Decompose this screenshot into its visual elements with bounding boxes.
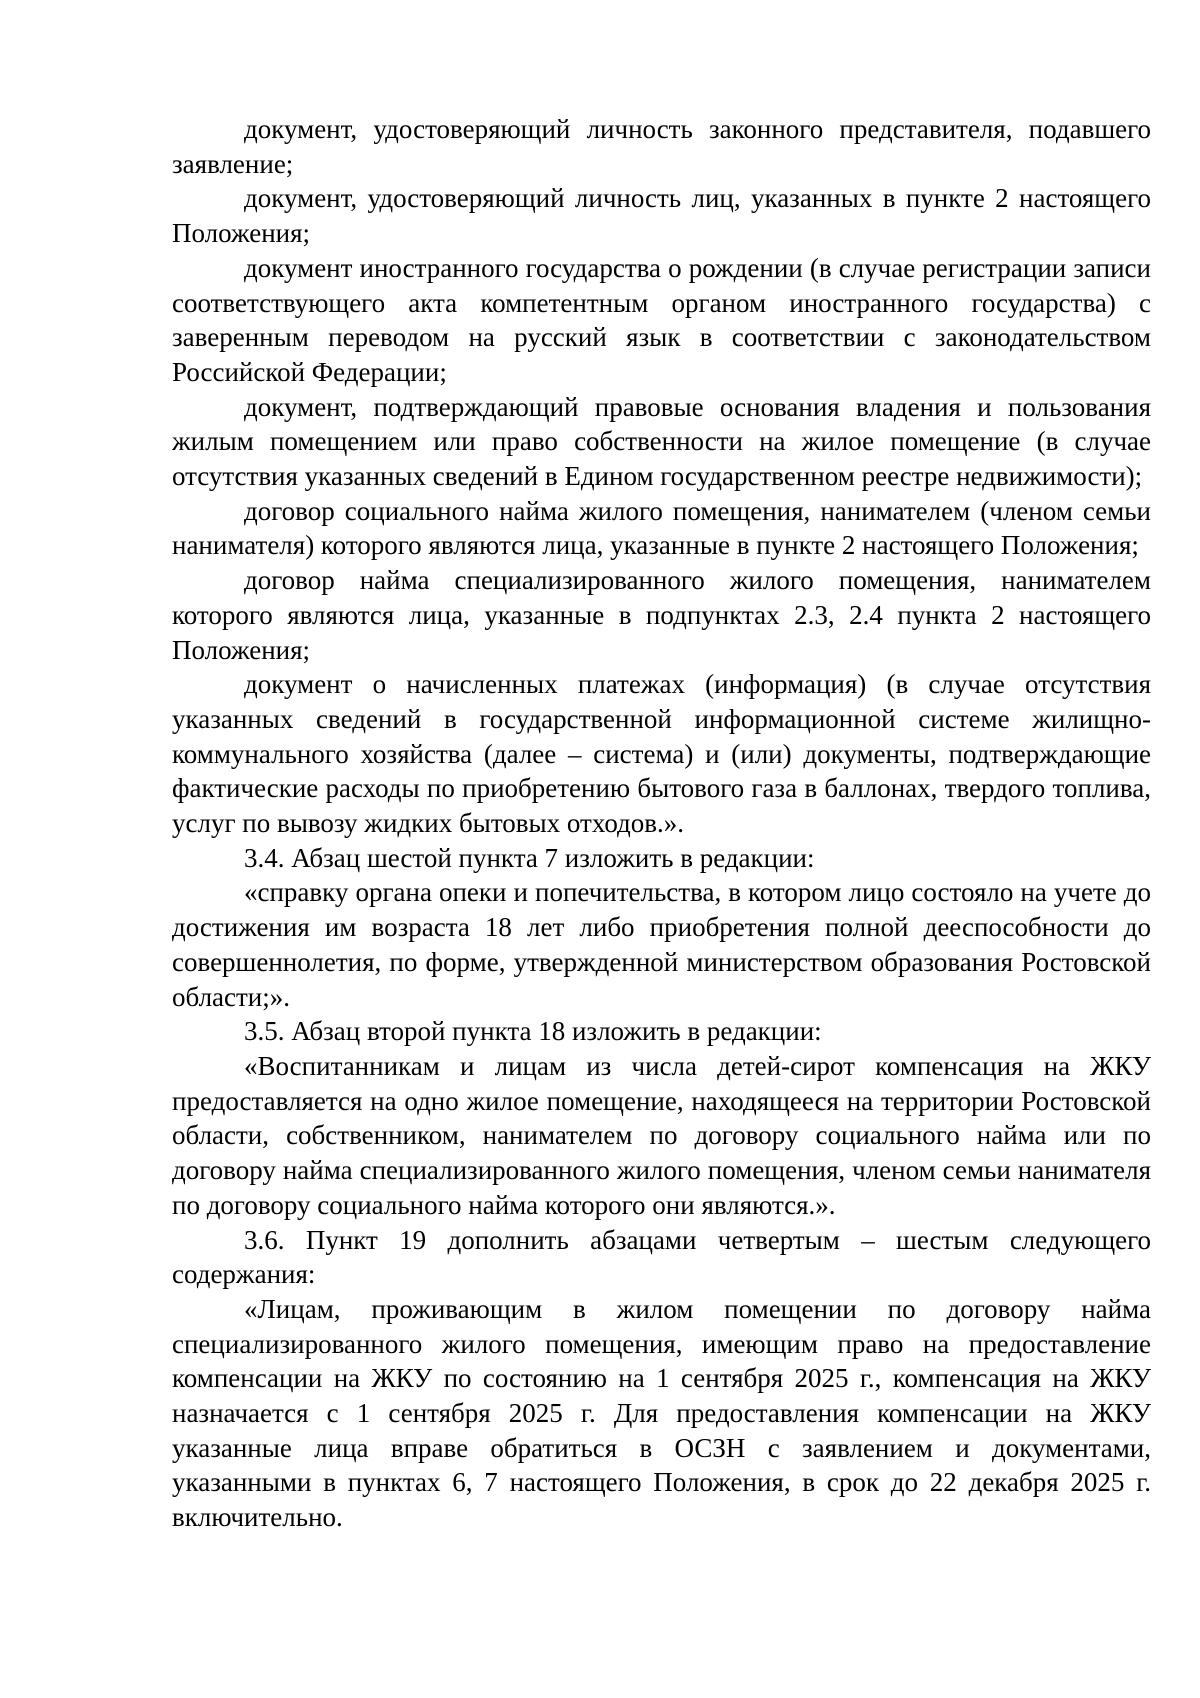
paragraph-specialized-lease-contract: договор найма специализированного жилого помещения, нанимателем которого являются лица, указанные в подпунктах 2.3, 2.4 пункта 2 настоящего Положения;: [172, 565, 1151, 665]
document-page: [172, 112, 1151, 1535]
paragraph-payments-document: документ о начисленных платежах (информация) (в случае отсутствия указанных сведений в государственной информационной системе жилищно-коммунального хозяйства (далее – система) и (или) документы, подтверждающие фактические расходы по приобретению бытового газа в баллонах, твердого топлива, услуг по вывозу жидких бытовых отходов.».: [172, 669, 1151, 839]
paragraph-item-3-5: 3.5. Абзац второй пункта 18 изложить в редакции:: [244, 1016, 822, 1047]
paragraph-ownership-document: документ, подтверждающий правовые основания владения и пользования жилым помещением или право собственности на жилое помещение (в случае отсутствия указанных сведений в Едином государственном реестре недвижимости);: [172, 391, 1151, 492]
paragraph-item-3-6: 3.6. Пункт 19 дополнить абзацами четвертым – шестым следующего содержания:: [172, 1224, 1151, 1290]
paragraph-social-lease-contract: договор социального найма жилого помещения, нанимателем (членом семьи нанимателя) которого являются лица, указанные в пункте 2 настоящего Положения;: [172, 495, 1151, 561]
paragraph-guardianship-certificate: «справку органа опеки и попечительства, в котором лицо состояло на учете до достижения им возраста 18 лет либо приобретения полной дееспособности до совершеннолетия, по форме, утвержденной министерством образования Ростовской области;».: [172, 877, 1151, 1012]
paragraph-compensation-orphans: «Воспитанникам и лицам из числа детей-сирот компенсация на ЖКУ предоставляется на одно жилое помещение, находящееся на территории Ростовской области, собственником, нанимателем по договору социального найма или по договору найма специализированного жилого помещения, членом семьи нанимателя по договору социального найма которого они являются.».: [172, 1050, 1151, 1220]
paragraph-persons-id: документ, удостоверяющий личность лиц, указанных в пункте 2 настоящего Положения;: [172, 183, 1151, 249]
paragraph-foreign-birth-document: документ иностранного государства о рождении (в случае регистрации записи соответствующего акта компетентным органом иностранного государства) с заверенным переводом на русский язык в соответствии с законодательством Российской Федерации;: [172, 252, 1151, 387]
paragraph-item-3-4: 3.4. Абзац шестой пункта 7 изложить в редакции:: [244, 842, 815, 873]
paragraph-compensation-deadline: «Лицам, проживающим в жилом помещении по договору найма специализированного жилого помещения, имеющим право на предоставление компенсации на ЖКУ по состоянию на 1 сентября 2025 г., компенсация на ЖКУ назначается с 1 сентября 2025 г. Для предоставления компенсации на ЖКУ указанные лица вправе обратиться в ОСЗН с заявлением и документами, указанными в пунктах 6, 7 настоящего Положения, в срок до 22 декабря 2025 г. включительно.: [172, 1293, 1151, 1533]
paragraph-legal-rep-id: документ, удостоверяющий личность законного представителя, подавшего заявление;: [172, 114, 1151, 179]
